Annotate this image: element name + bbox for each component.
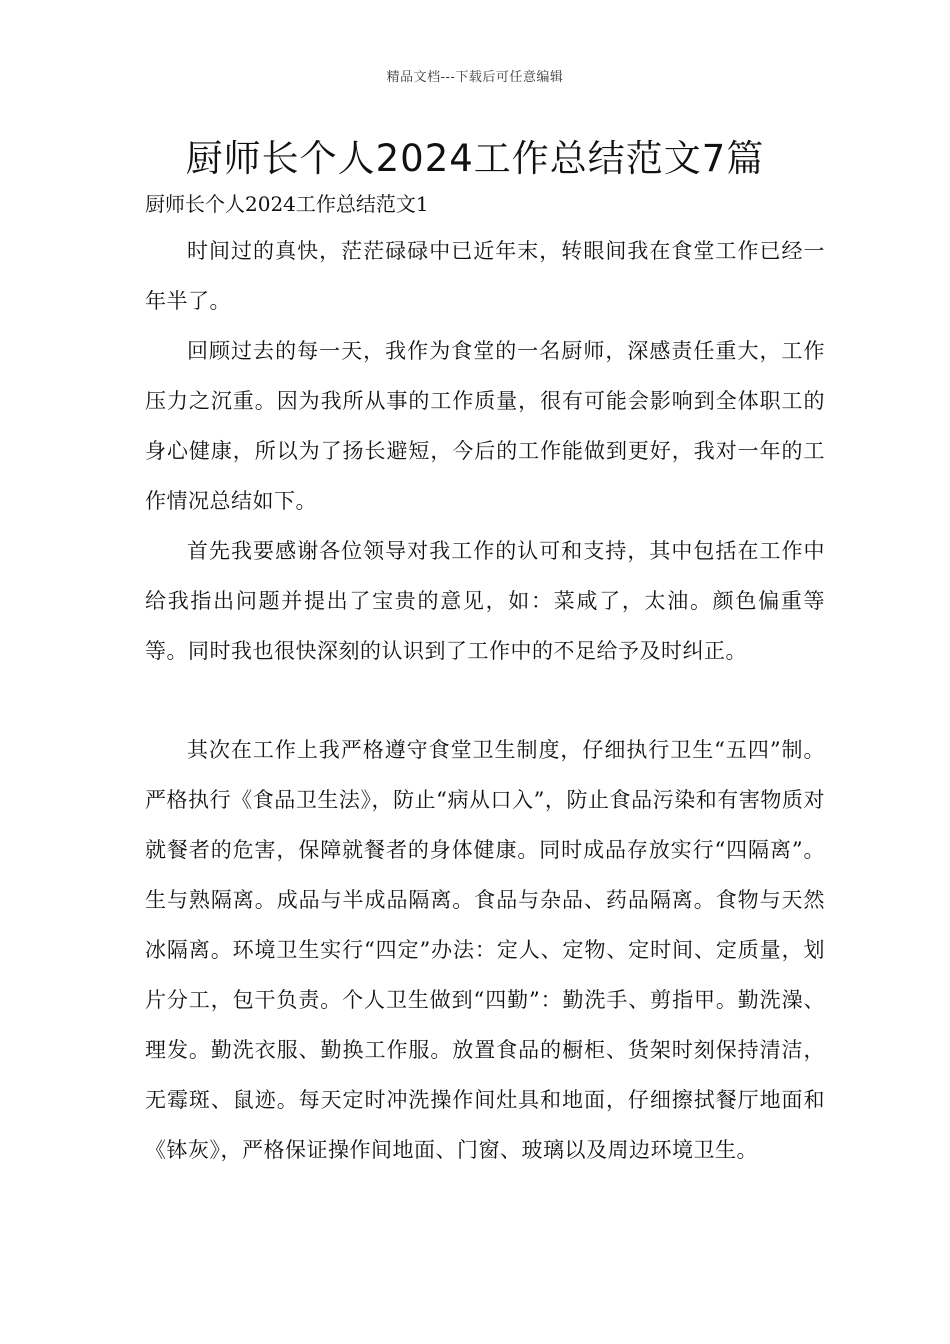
section-subtitle: 厨师长个人2024工作总结范文1	[145, 192, 429, 216]
paragraph-2: 回顾过去的每一天，我作为食堂的一名厨师，深感责任重大，工作压力之沉重。因为我所从事的工作质量，很有可能会影响到全体职工的身心健康，所以为了扬长避短，今后的工作能做到更好，我对一年的工作情况总结如下。	[145, 339, 825, 513]
paragraph-4: 其次在工作上我严格遵守食堂卫生制度，仔细执行卫生“五四”制。严格执行《食品卫生法》，防止“病从口入”，防止食品污染和有害物质对就餐者的危害，保障就餐者的身体健康。同时成品存放实行“四隔离”。生与熟隔离。成品与半成品隔离。食品与杂品、药品隔离。食物与天然冰隔离。环境卫生实行“四定”办法：定人、定物、定时间、定质量，划片分工，包干负责。个人卫生做到“四勤”：勤洗手、剪指甲。勤洗澡、理发。勤洗衣服、勤换工作服。放置食品的橱柜、货架时刻保持清洁，无霉斑、鼠迹。每天定时冲洗操作间灶具和地面，仔细擦拭餐厅地面和《钵灰》，严格保证操作间地面、门窗、玻璃以及周边环境卫生。	[145, 738, 825, 1162]
paragraph-3: 首先我要感谢各位领导对我工作的认可和支持，其中包括在工作中给我指出问题并提出了宝贵的意见，如：菜咸了，太油。颜色偏重等等。同时我也很快深刻的认识到了工作中的不足给予及时纠正。	[145, 539, 825, 663]
document-title: 厨师长个人2024工作总结范文7篇	[185, 137, 765, 180]
header-note: 精品文档---下载后可任意编辑	[386, 70, 564, 85]
paragraph-1: 时间过的真快，茫茫碌碌中已近年末，转眼间我在食堂工作已经一年半了。	[145, 239, 825, 313]
